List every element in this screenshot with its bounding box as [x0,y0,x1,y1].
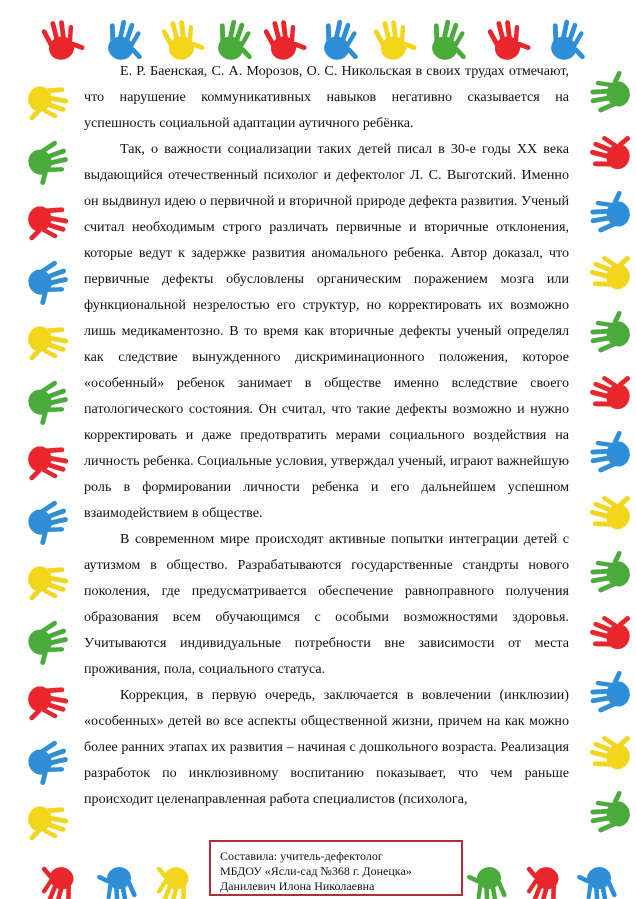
author-box [209,840,463,896]
hand-print-icon [24,258,75,308]
hand-print-icon [261,15,309,63]
hand-print-icon [587,487,636,535]
hand-print-icon [586,189,632,235]
hand-print-icon [39,15,87,63]
hand-print-icon [24,801,70,847]
paragraph: Так, о важности социализации таких детей писал в 30-е годы XX века выдающийся отечественный психолог и дефектолог Л. С. Выготский. Именно он выдвинул идею о первичной и вторичной природе дефекта развития. Ученый считал необходимым строго различать первичные и вторичные отклонения, которые ведут к задержке развития аномального ребенка. Автор доказал, что первичные дефекты обусловлены органическим поражением мозга или функциональной незрелостью его структур, но корректировать их возможно лишь медикаментозно. В то время как вторичные дефекты ученый определял как следствие вынужденного дискриминационного положения, которое «особенный» ребенок занимает в обществе именно вследствие своего патологического состояния. Он считал, что такие дефекты возможно и нужно корректировать и даже предотвратить мерами социального воздействия на личность ребенка. Социальные условия, утверждал ученый, играют важнейшую роль в формировании личности ребенка и его дальнейшем успешном взаимодействием в обществе. [84,141,569,521]
paragraph: Коррекция, в первую очередь, заключается в вовлечении (инклюзии) «особенных» детей во все аспекты общественной жизни, причем на как можно более ранних этапах их развития – начиная с дошкольного возраста. Реализация разработок по инклюзивному воспитанию показывает, что чем раньше происходит целенаправленная работа специалистов (психолога, [84,687,569,807]
hand-print-icon [24,81,70,127]
hand-print-icon [465,865,508,899]
hand-print-icon [24,138,75,188]
hand-print-icon [24,738,75,788]
hand-print-icon [148,862,194,899]
hand-print-icon [24,201,70,247]
hand-print-icon [587,367,636,415]
hand-print-icon [159,15,207,63]
hand-print-icon [586,309,632,355]
hand-print-icon [587,607,636,655]
hand-print-icon [485,15,533,63]
hand-print-icon [24,321,70,367]
article-text [84,58,569,812]
hand-print-icon [24,681,70,727]
hand-print-icon [586,429,632,475]
hand-print-icon [24,378,75,428]
hand-print-icon [586,789,632,835]
hand-print-icon [587,127,636,175]
hand-print-icon [586,669,632,715]
author-line: Данилевич Илона Николаевна [220,879,375,893]
hand-print-icon [95,865,138,899]
author-line: МБДОУ «Ясли-сад №368 г. Донецка» [220,864,412,878]
hand-print-icon [587,727,636,775]
hand-print-icon [33,862,79,899]
paragraph: Е. Р. Баенская, С. А. Морозов, О. С. Никольская в своих трудах отмечают, что нарушение коммуникативных навыков негативно сказывается на успешность социальной адаптации аутичного ребёнка. [84,63,569,131]
hand-print-icon [371,15,419,63]
hand-print-icon [586,69,632,115]
hand-print-icon [24,498,75,548]
hand-print-icon [518,862,564,899]
hand-print-icon [24,441,70,487]
hand-print-icon [24,561,70,607]
hand-print-icon [24,618,75,668]
author-line: Составила: учитель-дефектолог [220,849,383,863]
paragraph: В современном мире происходят активные попытки интеграции детей с аутизмом в общество. Разрабатываются государственные стандрты нового поколения, где предусматривается обеспечение равноправного получения образования всем обучающимся с особыми возможностями здоровья. Учитываются индивидуальные потребности вне зависимости от места проживания, пола, социального статуса. [84,531,569,677]
hand-print-icon [587,247,636,295]
hand-print-icon [586,549,632,595]
hand-print-icon [575,865,618,899]
